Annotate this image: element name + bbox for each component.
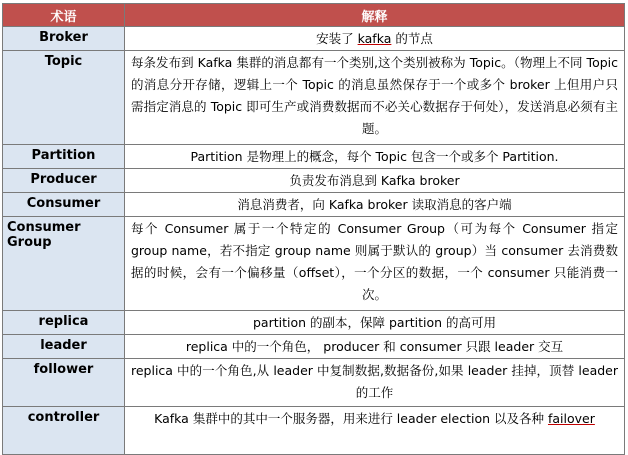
term-topic: Topic xyxy=(3,51,125,145)
desc-leader: replica 中的一个角色， producer 和 consumer 只跟 leader 交互 xyxy=(125,335,625,359)
term-leader: leader xyxy=(3,335,125,359)
term-follower: follower xyxy=(3,359,125,407)
table-row xyxy=(3,407,625,455)
table-row xyxy=(3,169,625,193)
term-broker: Broker xyxy=(3,27,125,51)
term-controller: controller xyxy=(3,407,125,455)
desc-consumer-group: 每个 Consumer 属于一个特定的 Consumer Group（可为每个 Consumer 指定 group name，若不指定 group name 则属于默认的 group）当 consumer 去消费数据的时候，会有一个偏移量（offset），一个分区的数据，一个 consumer 只能消费一次。 xyxy=(125,217,625,311)
desc-broker-post: 的节点 xyxy=(391,31,433,46)
desc-controller xyxy=(125,407,625,455)
header-term: 术语 xyxy=(3,4,125,27)
table-row xyxy=(3,145,625,169)
desc-broker xyxy=(125,27,625,51)
desc-producer: 负责发布消息到 Kafka broker xyxy=(125,169,625,193)
desc-broker-kafka: kafka xyxy=(357,31,392,46)
glossary-table xyxy=(2,3,625,455)
desc-partition: Partition 是物理上的概念，每个 Topic 包含一个或多个 Partition. xyxy=(125,145,625,169)
desc-consumer: 消息消费者，向 Kafka broker 读取消息的客户端 xyxy=(125,193,625,217)
desc-follower: replica 中的一个角色,从 leader 中复制数据,数据备份,如果 leader 挂掉，顶替 leader 的工作 xyxy=(125,359,625,407)
desc-controller-failover: failover xyxy=(547,411,595,426)
term-consumer-group: Consumer Group xyxy=(3,217,125,311)
term-partition: Partition xyxy=(3,145,125,169)
header-explanation: 解释 xyxy=(125,4,625,27)
desc-topic: 每条发布到 Kafka 集群的消息都有一个类别,这个类别被称为 Topic。（物理上不同 Topic 的消息分开存储，逻辑上一个 Topic 的消息虽然保存于一个或多个 broker 上但用户只需指定消息的 Topic 即可生产或消费数据而不必关心数据存于何处），发送消息必须有主题。 xyxy=(125,51,625,145)
table-row xyxy=(3,27,625,51)
term-producer: Producer xyxy=(3,169,125,193)
table-row xyxy=(3,359,625,407)
table-row xyxy=(3,51,625,145)
desc-replica: partition 的副本，保障 partition 的高可用 xyxy=(125,311,625,335)
term-consumer: Consumer xyxy=(3,193,125,217)
table-row xyxy=(3,193,625,217)
desc-controller-pre: Kafka 集群中的其中一个服务器，用来进行 leader election 以及各种 xyxy=(154,411,548,426)
desc-broker-pre: 安装了 xyxy=(316,31,358,46)
term-replica: replica xyxy=(3,311,125,335)
table-row xyxy=(3,311,625,335)
table-row xyxy=(3,217,625,311)
header-row xyxy=(3,4,625,27)
table-row xyxy=(3,335,625,359)
